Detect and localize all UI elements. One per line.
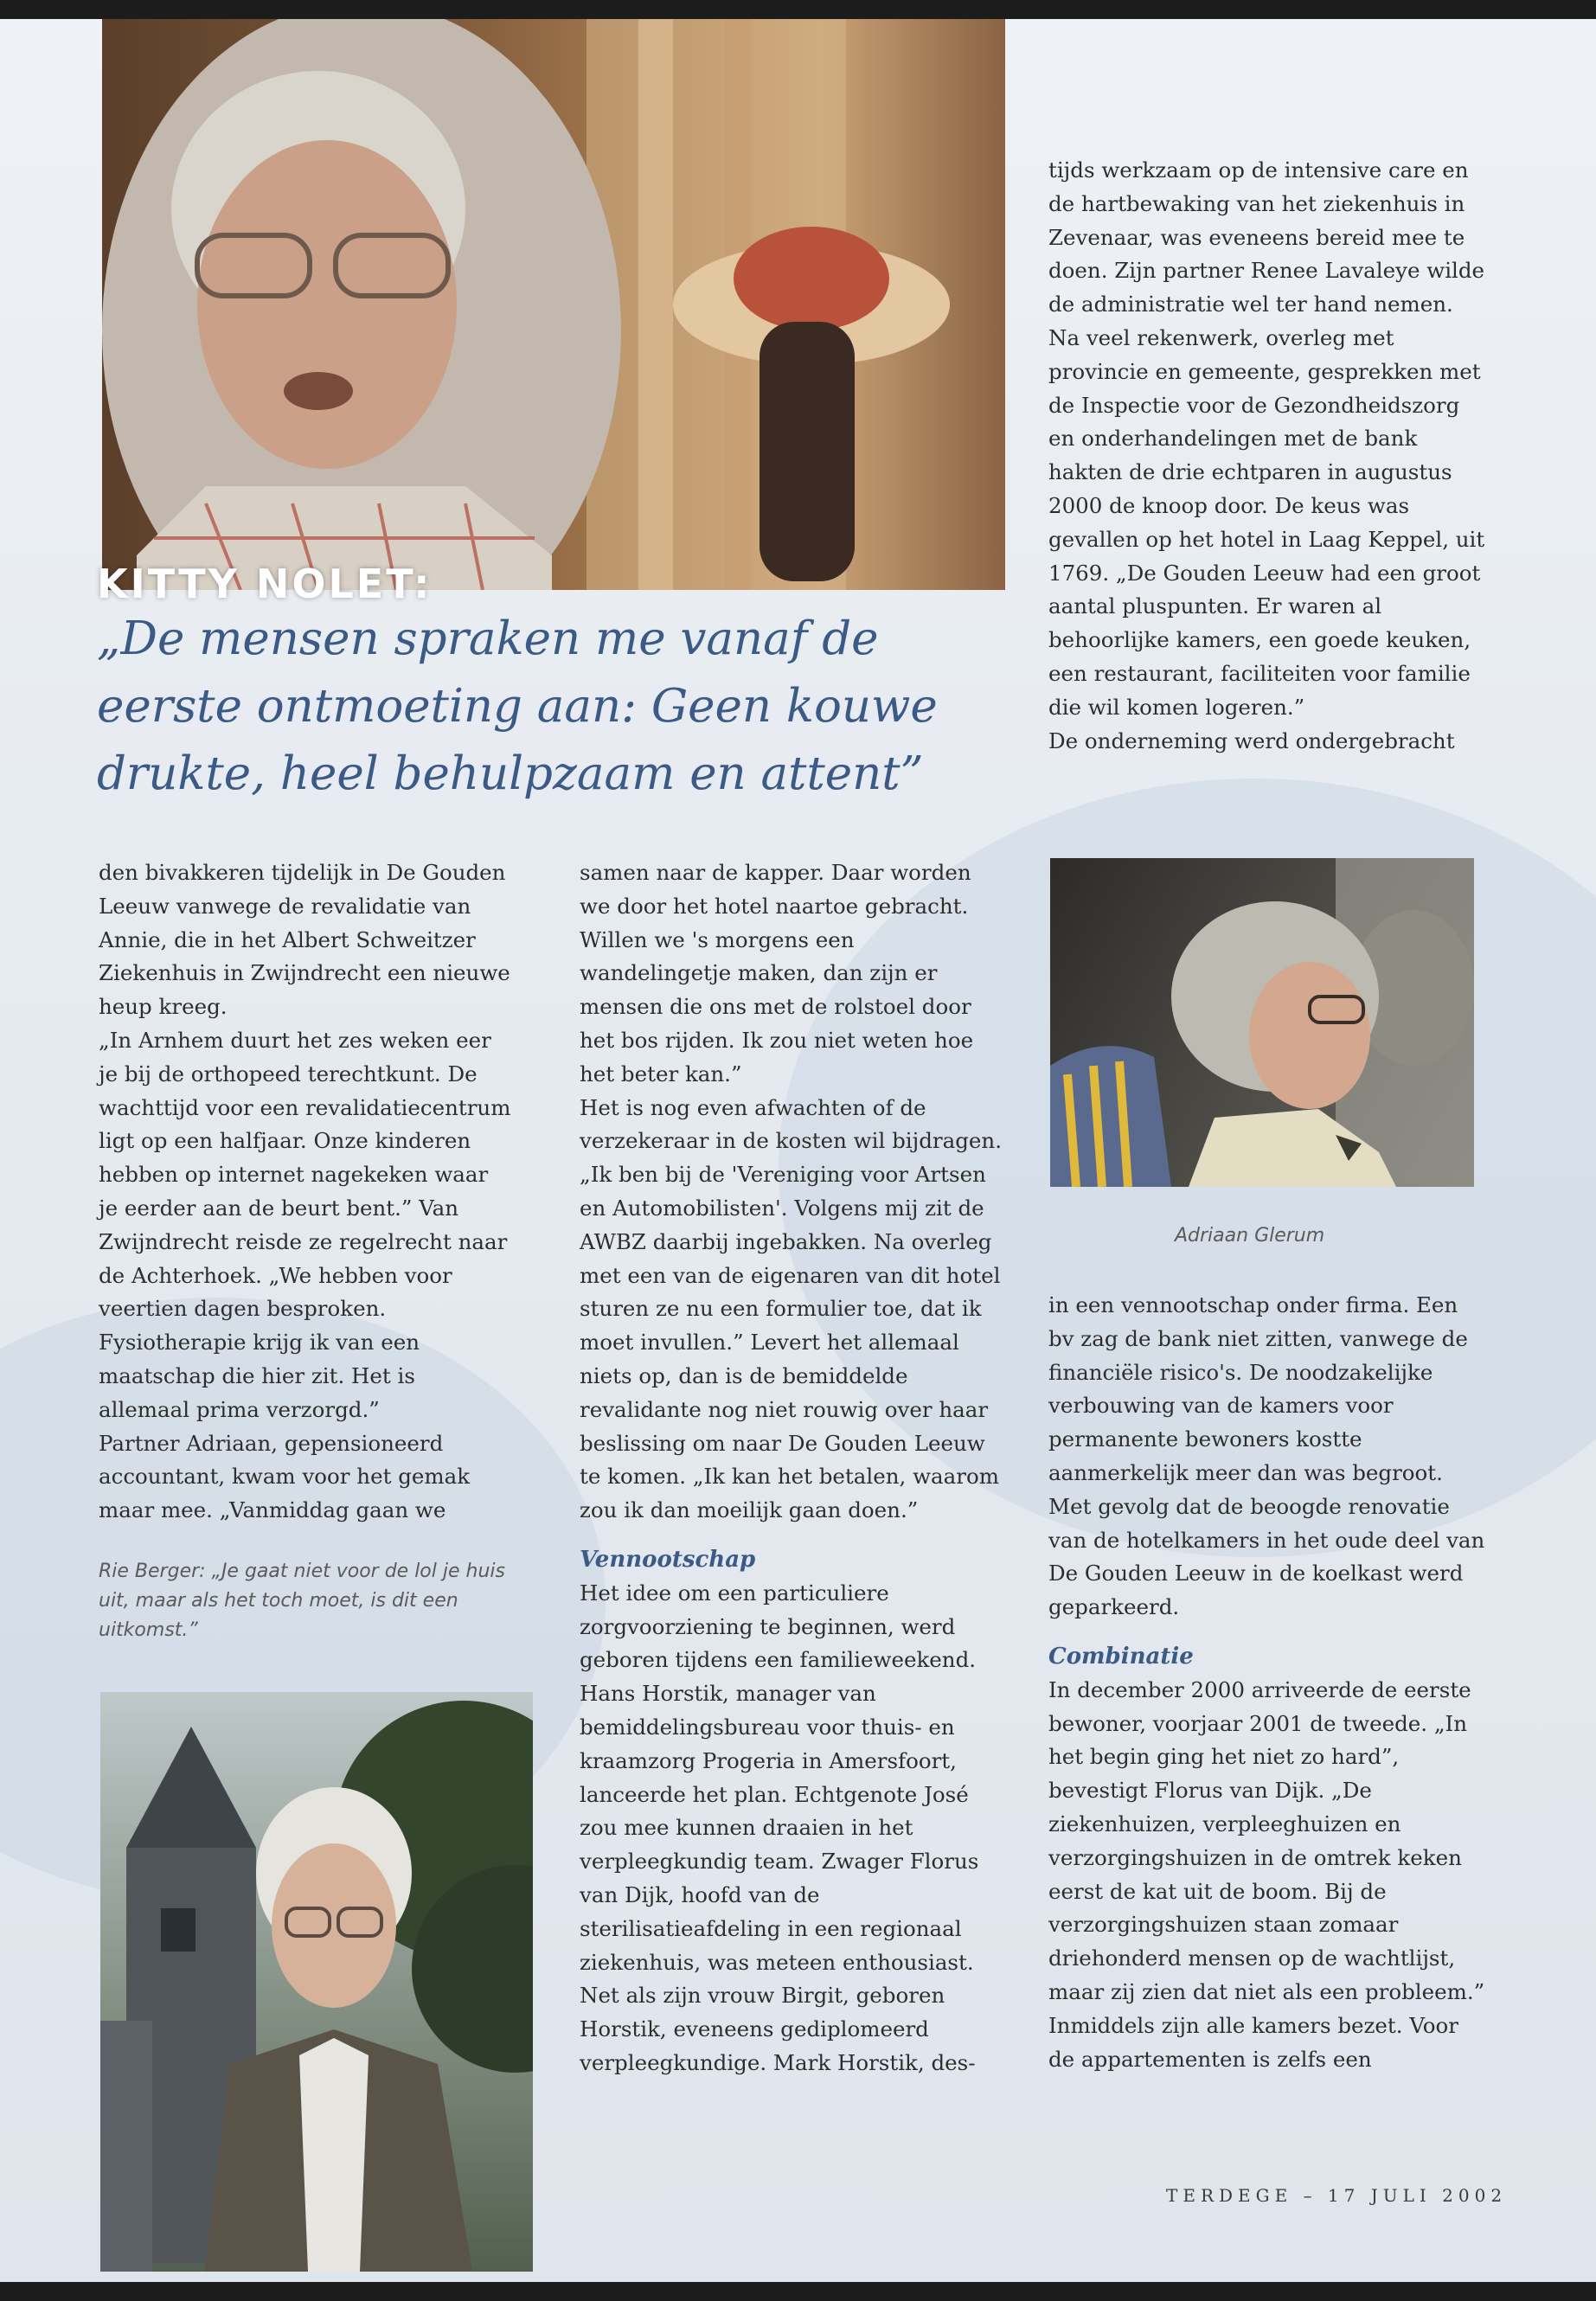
- paragraph: Het idee om een particuliere zorgvoorziening te beginnen, werd geboren tijdens een familieweekend. Hans Horstik, manager van bemiddelingsbureau voor thuis- en kraamzorg Progeria in Amersfoort, lanceerde het plan. Echtgenote José zou mee kunnen draaien in het verpleegkundig team. Zwager Florus van Dijk, hoofd van de sterilisatieafdeling in een regionaal ziekenhuis, was meteen enthousiast. Net als zijn vrouw Birgit, geboren Horstik, eveneens gediplomeerd verpleegkundige. Mark Horstik, des-: [580, 1580, 979, 2075]
- paragraph: tijds werkzaam op de intensive care en de hartbewaking van het ziekenhuis in Zevenaar, was eveneens bereid mee te doen. Zijn partner Renee Lavaleye wilde de administratie wel ter hand nemen.: [1048, 157, 1485, 317]
- photo-caption-adriaan-glerum: Adriaan Glerum: [1175, 1225, 1325, 1247]
- paragraph: De onderneming werd ondergebracht: [1048, 727, 1455, 753]
- paragraph: Inmiddels zijn alle kamers bezet. Voor de appartementen is zelfs een: [1048, 2012, 1458, 2072]
- photo-caption-rie-berger: Rie Berger: „Je gaat niet voor de lol je huis uit, maar als het toch moet, is dit een uitkomst.”: [99, 1561, 505, 1641]
- paragraph: Het is nog even afwachten of de verzekeraar in de kosten wil bijdragen. „Ik ben bij de 'Vereniging voor Artsen en Automobilisten'. Volgens mij zit de AWBZ daarbij ingebakken. Na overleg met een van de eigenaren van dit hotel sturen ze nu een formulier toe, dat ik moet invullen.” Levert het allemaal niets op, dan is de bemiddelde revalidante nog niet rouwig over haar beslissing om naar De Gouden Leeuw te komen. „Ik kan het betalen, waarom zou ik dan moeilijk gaan doen.”: [580, 1094, 1002, 1523]
- paragraph: den bivakkeren tijdelijk in De Gouden Leeuw vanwege de revalidatie van Annie, die in het Albert Schweitzer Ziekenhuis in Zwijndrecht een nieuwe heup kreeg.: [99, 860, 510, 1020]
- subhead-vennootschap: Vennootschap: [580, 1546, 756, 1573]
- page-folio: TERDEGE – 17 JULI 2002: [1166, 2185, 1508, 2206]
- paragraph: samen naar de kapper. Daar worden we door het hotel naartoe gebracht. Willen we 's morgens een wandelingetje maken, dan zijn er mensen die ons met de rolstoel door het bos rijden. Ik zou niet weten hoe het beter kan.”: [580, 860, 974, 1086]
- scan-border-bottom: [0, 2282, 1596, 2301]
- text-column-3: [1048, 154, 1485, 758]
- paragraph: Na veel rekenwerk, overleg met provincie en gemeente, gesprekken met de Inspectie voor de Gezondheidszorg en onderhandelingen met de bank hakten de drie echtparen in augustus 2000 de knoop door. De keus was gevallen op het hotel in Laag Keppel, uit 1769. „De Gouden Leeuw had een groot aantal pluspunten. Er waren al behoorlijke kamers, een goede keuken, een restaurant, faciliteiten voor familie die wil komen logeren.”: [1048, 324, 1485, 720]
- portrait-photo-rie-berger: [100, 1692, 533, 2272]
- portrait-photo-adriaan-glerum: [1050, 858, 1474, 1187]
- paragraph: In december 2000 arriveerde de eerste bewoner, voorjaar 2001 de tweede. „In het begin ging het niet zo hard”, bevestigt Florus van Dijk. „De ziekenhuizen, verpleeghuizen en verzorgingshuizen in de omtrek keken eerst de kat uit de boom. Bij de verzorgingshuizen staan zomaar driehonderd mensen op de wachtlijst, maar zij zien dat niet als een probleem.”: [1048, 1676, 1485, 2004]
- scan-border-top: [0, 0, 1596, 19]
- paragraph: „In Arnhem duurt het zes weken eer je bij de orthopeed terechtkunt. De wachttijd voor een revalidatiecentrum ligt op een halfjaar. Onze kinderen hebben op internet nagekeken waar je eerder aan de beurt bent.” Van Zwijndrecht reisde ze regelrecht naar de Achterhoek. „We hebben voor veertien dagen besproken. Fysiotherapie krijg ik van een maatschap die hier zit. Het is allemaal prima verzorgd.”: [99, 1027, 511, 1422]
- text-column-3-continued: [1048, 1289, 1485, 2076]
- text-column-1: [99, 856, 512, 1528]
- paragraph: Partner Adriaan, gepensioneerd accountant, kwam voor het gemak maar mee. „Vanmiddag gaan we: [99, 1430, 471, 1523]
- text-column-2: [580, 856, 1003, 2080]
- subhead-combinatie: Combinatie: [1048, 1643, 1194, 1670]
- paragraph: in een vennootschap onder firma. Een bv zag de bank niet zitten, vanwege de financiële risico's. De noodzakelijke verbouwing van de kamers voor permanente bewoners kostte aanmerkelijk meer dan was begroot. Met gevolg dat de beoogde renovatie van de hotelkamers in het oude deel van De Gouden Leeuw in de koelkast werd geparkeerd.: [1048, 1292, 1485, 1620]
- portrait-photo-kitty-nolet: [102, 19, 1005, 590]
- article-headline: „De mensen spraken me vanaf de eerste ontmoeting aan: Geen kouwe drukte, heel behulpzaam en attent”: [97, 612, 938, 800]
- article-kicker: KITTY NOLET:: [97, 561, 433, 607]
